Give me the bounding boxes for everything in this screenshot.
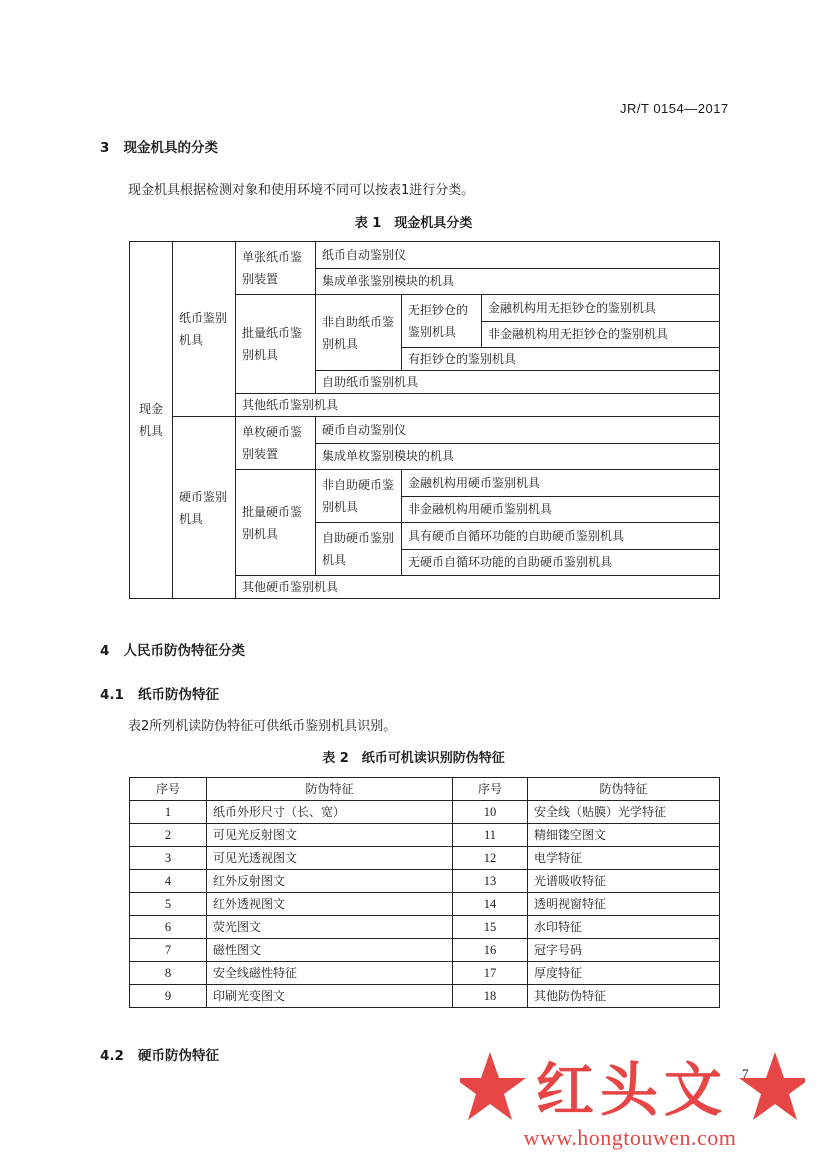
table-2-header-row [130,778,720,801]
coin-non-self-cell: 非自助硬币鉴别机具 [316,470,402,523]
table-2-header: 序号 [130,778,207,801]
table-2-cell: 7 [130,939,207,962]
section-3-number: 3 [100,140,110,156]
table-2-cell: 15 [453,916,528,939]
section-4-2-title: 硬币防伪特征 [138,1048,220,1064]
table-2-header: 序号 [453,778,528,801]
section-3-heading [100,136,218,156]
section-3-intro: 现金机具根据检测对象和使用环境不同可以按表1进行分类。 [128,183,475,198]
table-row [130,824,720,847]
table-2-cell: 磁性图文 [207,939,453,962]
table-2-caption: 表 2 纸币可机读识别防伪特征 [322,751,505,766]
paper-batch-cell: 批量纸币鉴别机具 [236,295,316,394]
table-2-cell: 厚度特征 [528,962,720,985]
table-1-cell: 金融机构用硬币鉴别机具 [402,470,720,497]
table-2-cell: 透明视窗特征 [528,893,720,916]
table-1-cell: 其他纸币鉴别机具 [236,394,720,417]
table-2-cell: 红外透视图文 [207,893,453,916]
table-1-cell: 具有硬币自循环功能的自助硬币鉴别机具 [402,523,720,550]
table-1-caption: 表 1 现金机具分类 [354,216,473,231]
coin-self-cell: 自助硬币鉴别机具 [316,523,402,576]
coin-single-device-cell: 单枚硬币鉴别装置 [236,417,316,470]
table-2-cell: 光谱吸收特征 [528,870,720,893]
table-row [130,847,720,870]
table-2-cell: 荧光图文 [207,916,453,939]
table-1-cell: 有拒钞仓的鉴别机具 [402,348,720,371]
table-row [130,985,720,1008]
table-2-cell: 17 [453,962,528,985]
table-2-cell: 印刷光变图文 [207,985,453,1008]
table-2-cell: 冠字号码 [528,939,720,962]
paper-no-reject-cell: 无拒钞仓的鉴别机具 [402,295,482,348]
section-4-1-heading [100,683,219,703]
table-2-cell: 电学特征 [528,847,720,870]
table-2-cell: 可见光透视图文 [207,847,453,870]
star-icon [739,1052,805,1120]
section-4-1-intro: 表2所列机读防伪特征可供纸币鉴别机具识别。 [128,719,397,734]
table-2-header: 防伪特征 [207,778,453,801]
table-2-cell: 12 [453,847,528,870]
section-4-2-number: 4.2 [100,1048,124,1064]
paper-non-self-cell: 非自助纸币鉴别机具 [316,295,402,371]
section-4-1-title: 纸币防伪特征 [138,687,220,703]
table-1-cell: 自助纸币鉴别机具 [316,371,720,394]
table-2-cell: 安全线（贴膜）光学特征 [528,801,720,824]
table-2-cell: 水印特征 [528,916,720,939]
table-row [130,870,720,893]
coin-equipment-cell: 硬币鉴别机具 [173,417,236,599]
table-2-cell: 13 [453,870,528,893]
page-number: 7 [742,1066,749,1081]
table-2-cell: 可见光反射图文 [207,824,453,847]
table-2-cell: 5 [130,893,207,916]
table-2-cell: 8 [130,962,207,985]
paper-equipment-cell: 纸币鉴别机具 [173,242,236,417]
table-2-cell: 安全线磁性特征 [207,962,453,985]
table-row [130,893,720,916]
table-2-cell: 14 [453,893,528,916]
table-row [130,939,720,962]
table-row [130,962,720,985]
table-1-cell: 无硬币自循环功能的自助硬币鉴别机具 [402,549,720,576]
table-2-cell: 11 [453,824,528,847]
table-2-cell: 纸币外形尺寸（长、宽） [207,801,453,824]
table-1-cell: 非金融机构用无拒钞仓的鉴别机具 [482,321,720,348]
table-2-cell: 6 [130,916,207,939]
table-1-cell: 集成单枚鉴别模块的机具 [316,443,720,470]
watermark-url: www.hongtouwen.com [523,1125,737,1150]
table-2-cell: 红外反射图文 [207,870,453,893]
table-1-cell: 金融机构用无拒钞仓的鉴别机具 [482,295,720,322]
table-1-cell: 硬币自动鉴别仪 [316,417,720,444]
section-4-heading [100,639,245,659]
table-row [130,801,720,824]
table-1-cell: 纸币自动鉴别仪 [316,242,720,269]
table-2-cell: 4 [130,870,207,893]
table-2-cell: 16 [453,939,528,962]
watermark-logo [460,1048,805,1128]
table-2-cell: 9 [130,985,207,1008]
table-1-cell: 非金融机构用硬币鉴别机具 [402,496,720,523]
table-2-cell: 其他防伪特征 [528,985,720,1008]
section-4-1-number: 4.1 [100,687,124,703]
watermark-logo-text: 红头文 [535,1056,729,1124]
table-2-header: 防伪特征 [528,778,720,801]
table-1-root-cell: 现金机具 [130,242,173,599]
table-2-cell: 10 [453,801,528,824]
cash-equipment-classification-table [129,241,720,599]
coin-batch-cell: 批量硬币鉴别机具 [236,470,316,576]
star-icon [460,1052,526,1120]
table-1-cell: 集成单张鉴别模块的机具 [316,268,720,295]
table-2-cell: 3 [130,847,207,870]
paper-single-device-cell: 单张纸币鉴别装置 [236,242,316,295]
section-4-2-heading [100,1044,219,1064]
table-2-cell: 18 [453,985,528,1008]
table-2-cell: 2 [130,824,207,847]
banknote-features-table [129,777,720,1008]
section-3-title: 现金机具的分类 [123,140,219,156]
table-2-cell: 精细镂空图文 [528,824,720,847]
standard-code: JR/T 0154—2017 [620,101,729,116]
table-1-cell: 其他硬币鉴别机具 [236,576,720,599]
section-4-title: 人民币防伪特征分类 [123,643,246,659]
table-row [130,916,720,939]
section-4-number: 4 [100,643,110,659]
table-2-cell: 1 [130,801,207,824]
